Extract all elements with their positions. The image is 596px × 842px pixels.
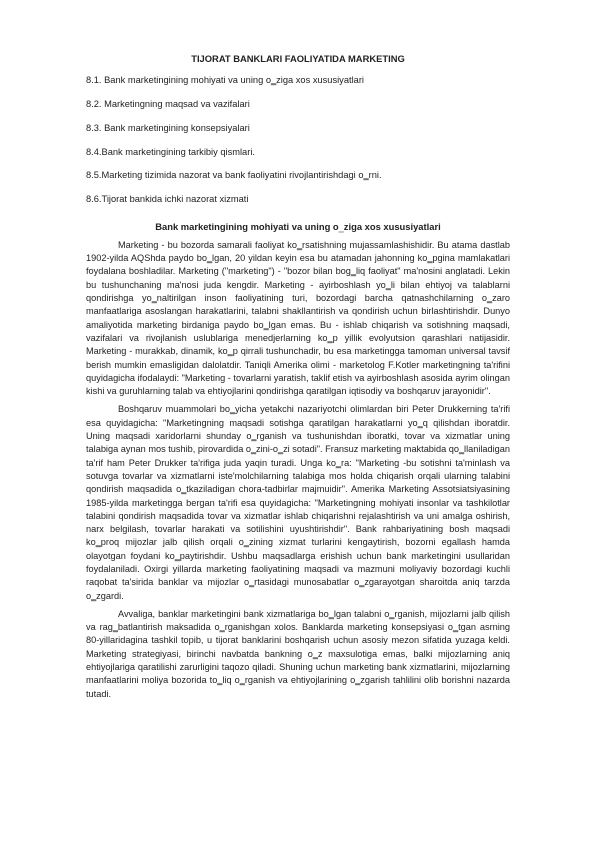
section-heading: Bank marketingining mohiyati va uning o‗ziga xos xususiyatlari [155, 220, 441, 232]
toc-item-8-5: 8.5.Marketing tizimida nazorat va bank faoliyatini rivojlantirishdagi o‗rni. [86, 170, 382, 181]
toc-item-8-6: 8.6.Tijorat bankida ichki nazorat xizmati [86, 194, 249, 205]
toc-item-8-4: 8.4.Bank marketingining tarkibiy qismlari. [86, 146, 255, 157]
toc-item-8-3: 8.3. Bank marketingining konsepsiyalari [86, 122, 250, 133]
toc-item-8-1: 8.1. Bank marketingining mohiyati va uning o‗ziga xos xususiyatlari [86, 75, 364, 86]
toc-item-8-2: 8.2. Marketingning maqsad va vazifalari [86, 99, 250, 110]
document-title: TIJORAT BANKLARI FAOLIYATIDA MARKETING [191, 53, 405, 64]
table-of-contents [86, 74, 510, 206]
paragraph-2: Boshqaruv muammolari bo‗yicha yetakchi nazariyotchi olimlardan biri Peter Drukkerning ta'rifi esa quyidagicha: "Marketingning maqsadi sotishga qaratilgan harakatlarni yo‗q qilishdan iboratdir. Uning maqsadi xaridorlarni shunday o‗rganish va tushunishdan iboratki, tovar va xizmatlar uning talabiga aynan mos tushib, pirovardida o‗zini-o‗zi sotadi". Fransuz marketing maktabida qo‗llaniladigan ta'rif ham Peter Drukker ta'rifiga juda yaqin turadi. Unga ko‗ra: "Marketing -bu sotishni ta'minlash va sotuvga tovarlar va xizmatlarni iste'molchilarning talabiga mos holda chiqarish orqali ularning talabini qondirish maqsadida o‗tkaziladigan chora-tadbirlar majmuidir". Amerika Marketing Assotsiatsiyasining 1985-yilda marketingga bergan ta'rifi esa quyidagicha: "Marketingning mohiyati insonlar va tashkilotlar talabini qondirish maqsadida tovar va xizmatlar ishlab chiqarishni rejalashtirish va uni amalga oshirish, narx belgilash, tovarlar harakati va sotilishini uyushtirishdir". Bank rahbariyatining bosh maqsadi ko‗proq mijozlar jalb qilish orqali o‗zining xizmat turlarini kengaytirish, bozorni egallash hamda olayotgan foydani ko‗paytirishdir. Ushbu maqsadlarga erishish uchun bank marketingini usullaridan foydalaniladi. Oxirgi yillarda marketing faoliyatining maqsadi va mazmuni moliyaviy bozordagi kuchli raqobat ta'sirida banklar va mijozlar o‗rtasidagi munosabatlar o‗zgarayotgan sharoitda aniq tarzda o‗zgardi. [86, 404, 510, 601]
paragraph-1: Marketing - bu bozorda samarali faoliyat ko‗rsatishning mujassamlashishidir. Bu atama dastlab 1902-yilda AQShda paydo bo‗lgan, 20 yildan keyin esa bu atamadan jahonning ko‗pgina mamlakatlari foydalana boshladilar. Marketing ("marketing") - "bozor bilan bog‗liq faoliyat" ma'nosini anglatadi. Lekin bu tushunchaning ma'nosi juda kengdir. Marketing - ayirboshlash yo‗li bilan ehtiyoj va talablarni qondirishga yo‗naltirilgan inson faoliyatining turi, bozordagi barcha qatnashchilarning o‗zaro manfaatlariga asoslangan harakatlarini, talabni shakllantirish va qondirish uchun birlashtirishdir. Dunyo amaliyotida marketing birdaniga paydo bo‗lgan emas. Bu - ishlab chiqarish va sotishning maqsadi, vazifalari va rivojlanish uslublariga menedjerlarning ko‗p yillik evolyutsion qarashlari natijasidir. Marketing - murakkab, dinamik, ko‗p qirrali tushunchadir, bu esa marketingga tamoman universal tavsif berish mumkin emasligidan dalolatdir. Taniqli Amerika olimi - marketolog F.Kotler marketingning ta'rifini quyidagicha ifodalaydi: "Marketing - tovarlarni yaratish, taklif etish va ayirboshlash asosida ayrim olingan kishi va guruhlarning talab va ehtiyojlarini qondirishga qaratilgan iqtisodiy va boshqaruv jarayonidir". [86, 239, 510, 397]
paragraph-3: Avvaliga, banklar marketingini bank xizmatlariga bo‗lgan talabni o‗rganish, mijozlarni jalb qilish va rag‗batlantirish maksadida o‗rganishgan xolos. Banklarda marketing konsepsiyasi o‗tgan asrning 80-yillaridagina tashkil topib, u tijorat banklarini boshqarish uchun asosiy mezon sifatida yuzaga keldi. Marketing strategiyasi, birinchi navbatda bankning o‗z maxsulotiga emas, balki mijozlarning aniq ehtiyojlariga qaratilishi zarurligini taqozo qiladi. Shuning uchun marketing bank xizmatlarini, mijozlarning manfaatlarini moliya bozorida to‗liq o‗rganish va ehtiyojlarining o‗zgarish tahlilini olib borishni nazarda tutadi. [86, 608, 510, 699]
